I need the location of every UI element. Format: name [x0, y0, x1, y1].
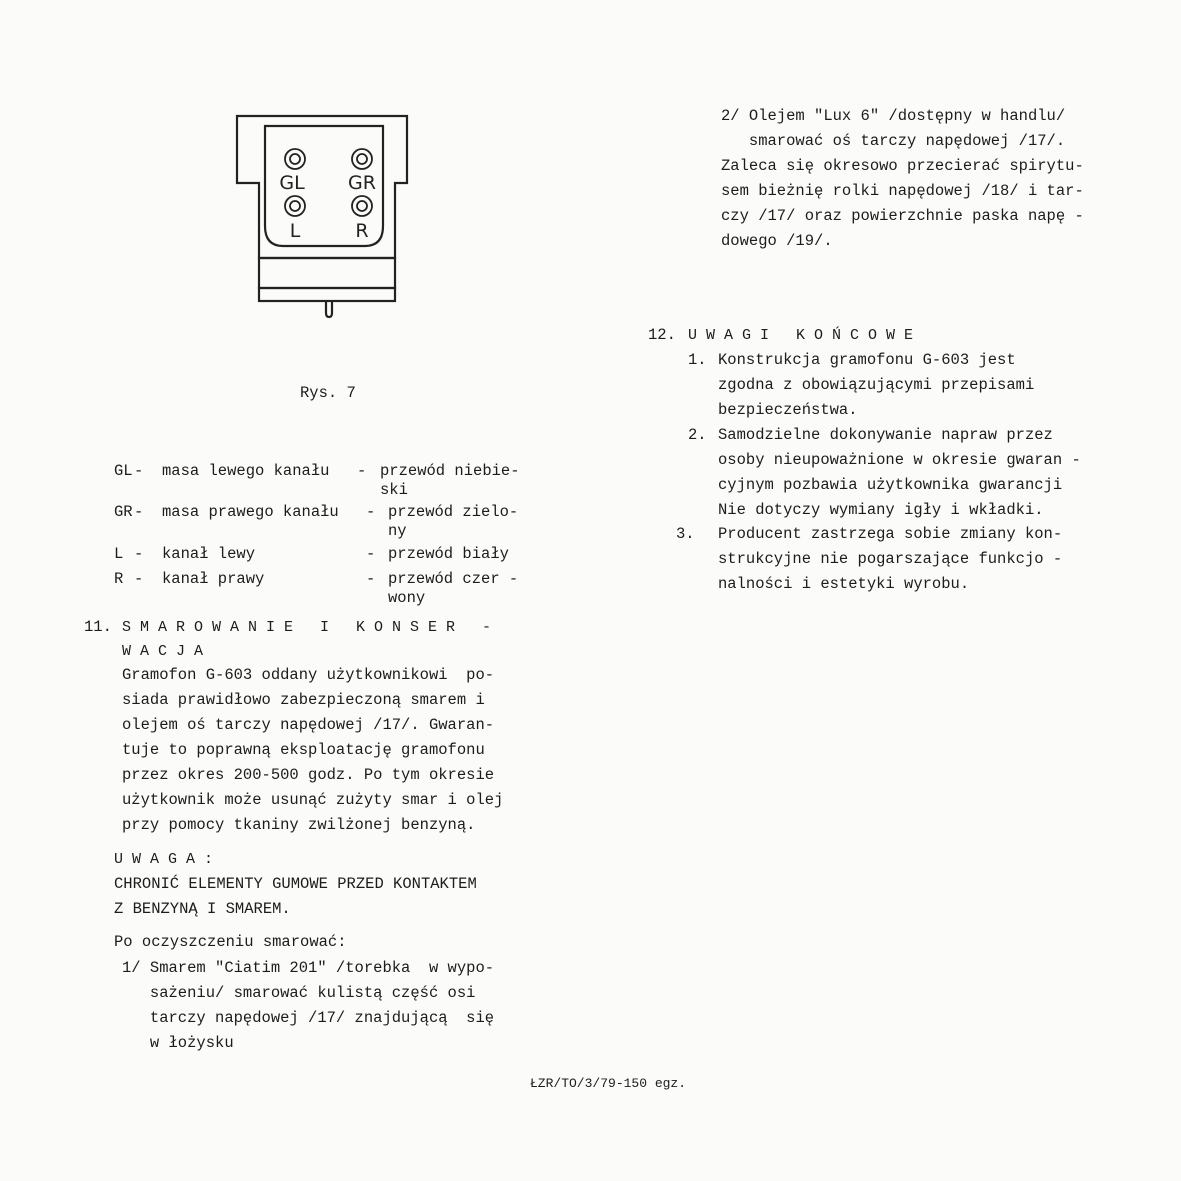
legend-code: GL — [114, 462, 133, 480]
note-line: Producent zastrzega sobie zmiany kon- — [718, 525, 1063, 543]
legend-wire: przewód biały — [388, 545, 509, 563]
body-line: Gramofon G-603 oddany użytkownikowi po- — [122, 666, 495, 684]
item-line: 1/ Smarem "Ciatim 201" /torebka w wypo- — [122, 959, 495, 977]
body-line: przy pomocy tkaniny zwilżonej benzyną. — [122, 816, 476, 834]
pin-label-gl: GL — [279, 172, 305, 194]
warning-title: UWAGA: — [114, 851, 223, 868]
note-line: zgodna z obowiązującymi przepisami — [718, 376, 1035, 394]
after-clean-label: Po oczyszczeniu smarować: — [114, 933, 347, 951]
body-line: tuje to poprawną eksploatację gramofonu — [122, 741, 485, 759]
body-line: przez okres 200-500 godz. Po tym okresie — [122, 766, 495, 784]
note-line: nalności i estetyki wyrobu. — [718, 575, 970, 593]
legend-code: GR — [114, 503, 133, 521]
item-line: tarczy napędowej /17/ znajdującą się — [122, 1009, 495, 1027]
item-line: sażeniu/ smarować kulistą część osi — [122, 984, 476, 1002]
item-line: sem bieżnię rolki napędowej /18/ i tar- — [721, 182, 1084, 200]
section-11-body — [122, 663, 503, 838]
warning-line: Z BENZYNĄ I SMAREM. — [114, 900, 291, 918]
item-line: dowego /19/. — [721, 232, 833, 250]
legend-wire: przewód niebie- — [380, 462, 520, 480]
item-line: Zaleca się okresowo przecierać spirytu- — [721, 157, 1084, 175]
print-footer: ŁZR/TO/3/79-150 egz. — [530, 1076, 687, 1091]
final-note-1 — [718, 348, 1034, 423]
warning-text — [114, 872, 477, 922]
legend-desc: masa prawego kanału — [162, 503, 339, 521]
note-line: cyjnym pozbawia użytkownika gwarancji — [718, 476, 1063, 494]
item-line: w łożysku — [122, 1034, 234, 1052]
connector-diagram — [225, 108, 425, 323]
legend-wire: przewód czer - — [388, 570, 519, 588]
section-11-heading: WACJA — [122, 643, 213, 660]
pin-label-l: L — [289, 220, 301, 242]
item-line: czy /17/ oraz powierzchnie paska napę - — [721, 207, 1084, 225]
body-line: użytkownik może usunąć zużyty smar i olej — [122, 791, 504, 809]
note-line: osoby nieupoważnione w okresie gwaran - — [718, 451, 1081, 469]
legend-code: L — [114, 545, 124, 563]
item-number: 2. — [688, 426, 707, 444]
section-11-number: 11. — [84, 618, 112, 636]
body-line: siada prawidłowo zabezpieczoną smarem i — [122, 691, 485, 709]
note-line: Samodzielne dokonywanie napraw przez — [718, 426, 1053, 444]
item-line: 2/ Olejem "Lux 6" /dostępny w handlu/ — [721, 107, 1066, 125]
legend-desc: masa lewego kanału — [162, 462, 330, 480]
legend-wire: ny — [388, 522, 407, 540]
note-line: strukcyjne nie pogarszające funkcjo - — [718, 550, 1063, 568]
item-number: 1. — [688, 351, 707, 369]
legend-desc: kanał prawy — [162, 570, 265, 588]
legend-code: R — [114, 570, 124, 588]
legend-wire: przewód zielo- — [388, 503, 519, 521]
lubrication-item-1 — [122, 956, 494, 1056]
legend-wire: ski — [380, 481, 408, 499]
body-line: olejem oś tarczy napędowej /17/. Gwaran- — [122, 716, 495, 734]
warning-line: CHRONIĆ ELEMENTY GUMOWE PRZED KONTAKTEM — [114, 875, 477, 893]
note-line: Nie dotyczy wymiany igły i wkładki. — [718, 501, 1044, 519]
item-number: 3. — [676, 525, 695, 543]
section-12-number: 12. — [648, 326, 676, 344]
note-line: bezpieczeństwa. — [718, 401, 858, 419]
final-note-2 — [718, 423, 1081, 523]
pin-label-r: R — [355, 220, 369, 242]
lubrication-item-2 — [721, 104, 1084, 254]
legend-desc: kanał lewy — [162, 545, 256, 563]
pin-label-gr: GR — [348, 172, 376, 194]
section-11-heading: SMAROWANIE I KONSER - — [122, 619, 501, 636]
item-line: smarować oś tarczy napędowej /17/. — [721, 132, 1066, 150]
legend-wire: wony — [388, 589, 426, 607]
note-line: Konstrukcja gramofonu G-603 jest — [718, 351, 1016, 369]
section-12-heading: UWAGI KOŃCOWE — [688, 327, 923, 344]
figure-caption: Rys. 7 — [300, 384, 356, 402]
final-note-3 — [718, 522, 1062, 597]
